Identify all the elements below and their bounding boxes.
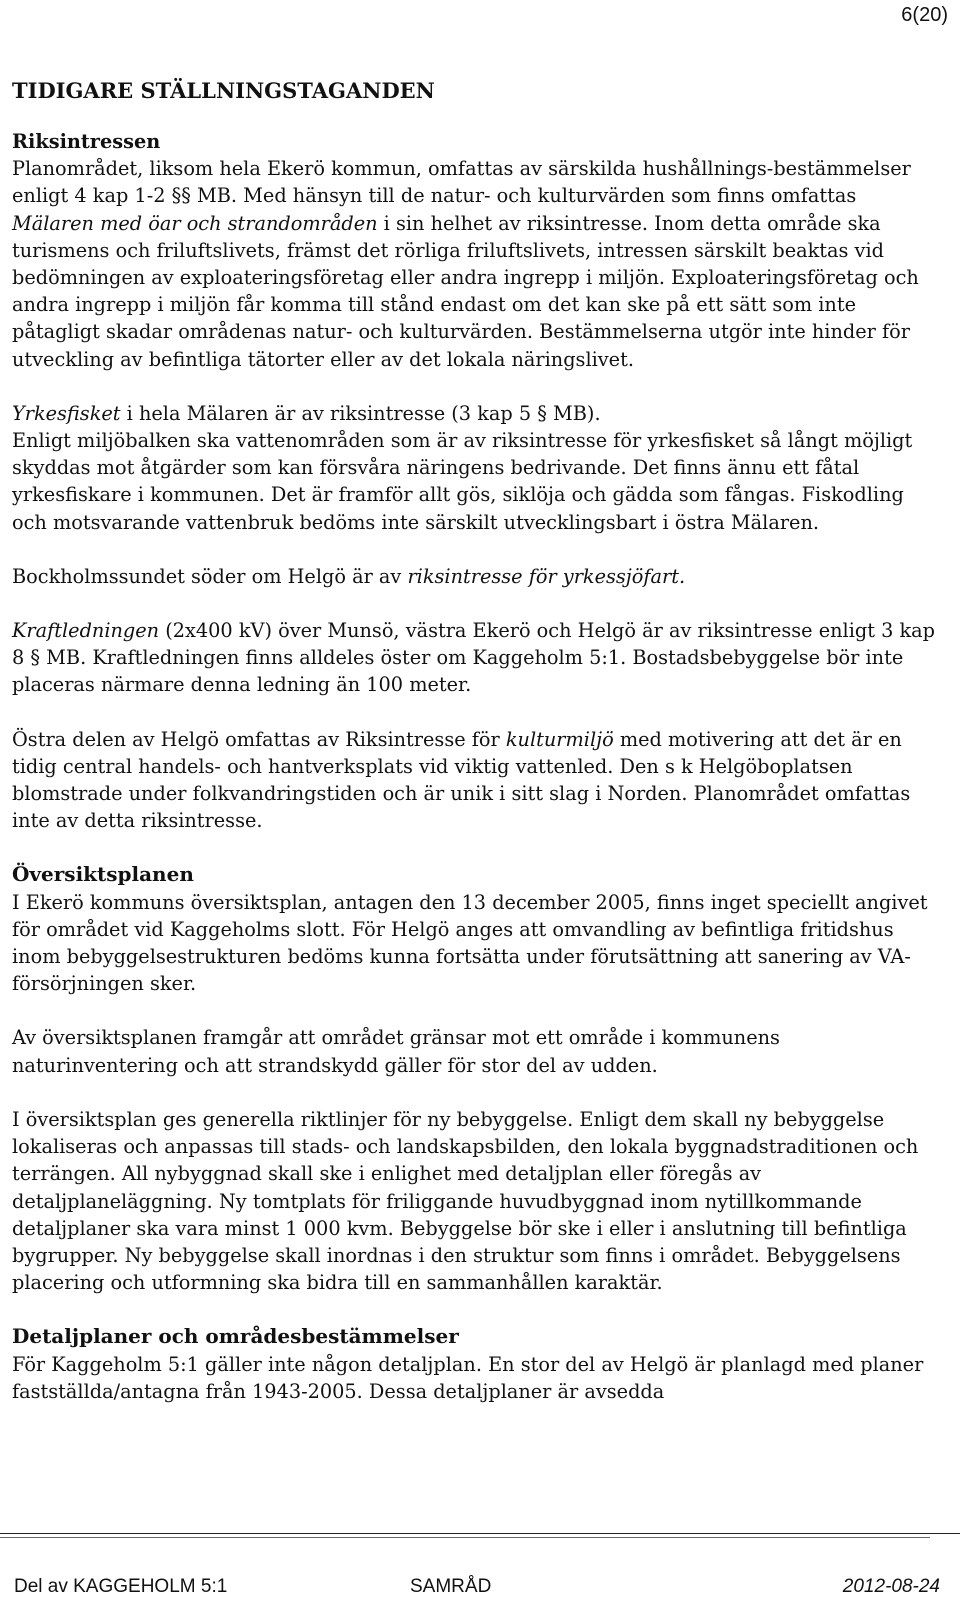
footer-status: SAMRÅD [410,1576,492,1597]
paragraph-kulturmiljo: Östra delen av Helgö omfattas av Riksintresse för kulturmiljö med motivering att det är en tidig central handels- och hantverksplats vid viktig vattenled. Den s k Helgöboplatsen blomstrade under folkvandringstiden och är unik i sitt slag i Norden. Planområdet omfattas inte av detta riksintresse. [12,727,911,833]
paragraph-yrkesfisket-detail: Enligt miljöbalken ska vattenområden som är av riksintresse för yrkesfisket så långt möjligt skyddas mot åtgärder som kan försvåra näringens bedrivande. Det finns ännu ett fåtal yrkesfiskare i kommunen. Det är framför allt gös, siklöja och gädda som fångas. Fiskodling och motsvarande vattenbruk bedöms inte särskilt utvecklingsbart i östra Mälaren. [12,429,913,534]
page-number: 6(20) [901,4,948,26]
paragraph-bockholmssundet: Bockholmssundet söder om Helgö är av riksintresse för yrkessjöfart. [12,564,686,588]
footer-divider [0,1533,960,1534]
paragraph-yrkesfisket: Yrkesfisket i hela Mälaren är av riksintresse (3 kap 5 § MB). [12,401,601,425]
footer-document-name: Del av KAGGEHOLM 5:1 [14,1576,228,1597]
document-body [12,74,942,1405]
paragraph-oversiktsplan-1: I Ekerö kommuns översiktsplan, antagen den 13 december 2005, finns inget speciellt angivet för området vid Kaggeholms slott. För Helgö anges att omvandling av befintliga fritidshus inom bebyggelsestrukturen bedöms kunna fortsätta under förutsättning att sanering av VA-försörjningen sker. [12,890,928,996]
section-title-oversiktsplanen: Översiktsplanen [12,862,194,887]
footer-date: 2012-08-24 [842,1576,940,1597]
page-heading: TIDIGARE STÄLLNINGSTAGANDEN [12,78,435,103]
paragraph-oversiktsplan-3: I översiktsplan ges generella riktlinjer för ny bebyggelse. Enligt dem skall ny bebyggelse lokaliseras och anpassas till stads- och landskapsbilden, den lokala byggnadstraditionen och terrängen. All nybyggnad skall ske i enlighet med detaljplan eller föregås av detaljplaneläggning. Ny tomtplats för friliggande huvudbyggnad inom nytillkommande detaljplaner ska vara minst 1 000 kvm. Bebyggelse bör ske i eller i anslutning till befintliga bygrupper. Ny bebyggelse skall inordnas i den struktur som finns i området. Bebyggelsens placering och utformning ska bidra till en sammanhållen karaktär. [12,1107,919,1295]
paragraph-kraftledningen: Kraftledningen (2x400 kV) över Munsö, västra Ekerö och Helgö är av riksintresse enligt 3 kap 8 § MB. Kraftledningen finns alldeles öster om Kaggeholm 5:1. Bostadsbebyggelse bör inte placeras närmare denna ledning än 100 meter. [12,619,936,697]
footer-divider-secondary [0,1537,930,1538]
section-title-riksintressen: Riksintressen [12,130,161,153]
paragraph-riksintresse-malaren: Planområdet, liksom hela Ekerö kommun, omfattas av särskilda hushållnings-bestämmelser enligt 4 kap 1-2 §§ MB. Med hänsyn till de natur- och kulturvärden som finns omfattas Mälaren med öar och strandområden i sin helhet av riksintresse. Inom detta område ska turismens och friluftslivets, främst det rörliga friluftslivets, intressen särskilt beaktas vid bedömningen av exploateringsföretag eller andra ingrepp i miljön. Exploateringsföretag och andra ingrepp i miljön får komma till stånd endast om det kan ske på ett sätt som inte påtagligt skadar områdenas natur- och kulturvärden. Bestämmelserna utgör inte hinder för utveckling av befintliga tätorter eller av det lokala näringslivet. [12,157,919,371]
section-title-detaljplaner: Detaljplaner och områdesbestämmelser [12,1324,459,1349]
paragraph-detaljplaner: För Kaggeholm 5:1 gäller inte någon detaljplan. En stor del av Helgö är planlagd med planer fastställda/antagna från 1943-2005. Dessa detaljplaner är avsedda [12,1352,924,1403]
paragraph-oversiktsplan-2: Av översiktsplanen framgår att området gränsar mot ett område i kommunens naturinventering och att strandskydd gäller för stor del av udden. [12,1026,780,1077]
